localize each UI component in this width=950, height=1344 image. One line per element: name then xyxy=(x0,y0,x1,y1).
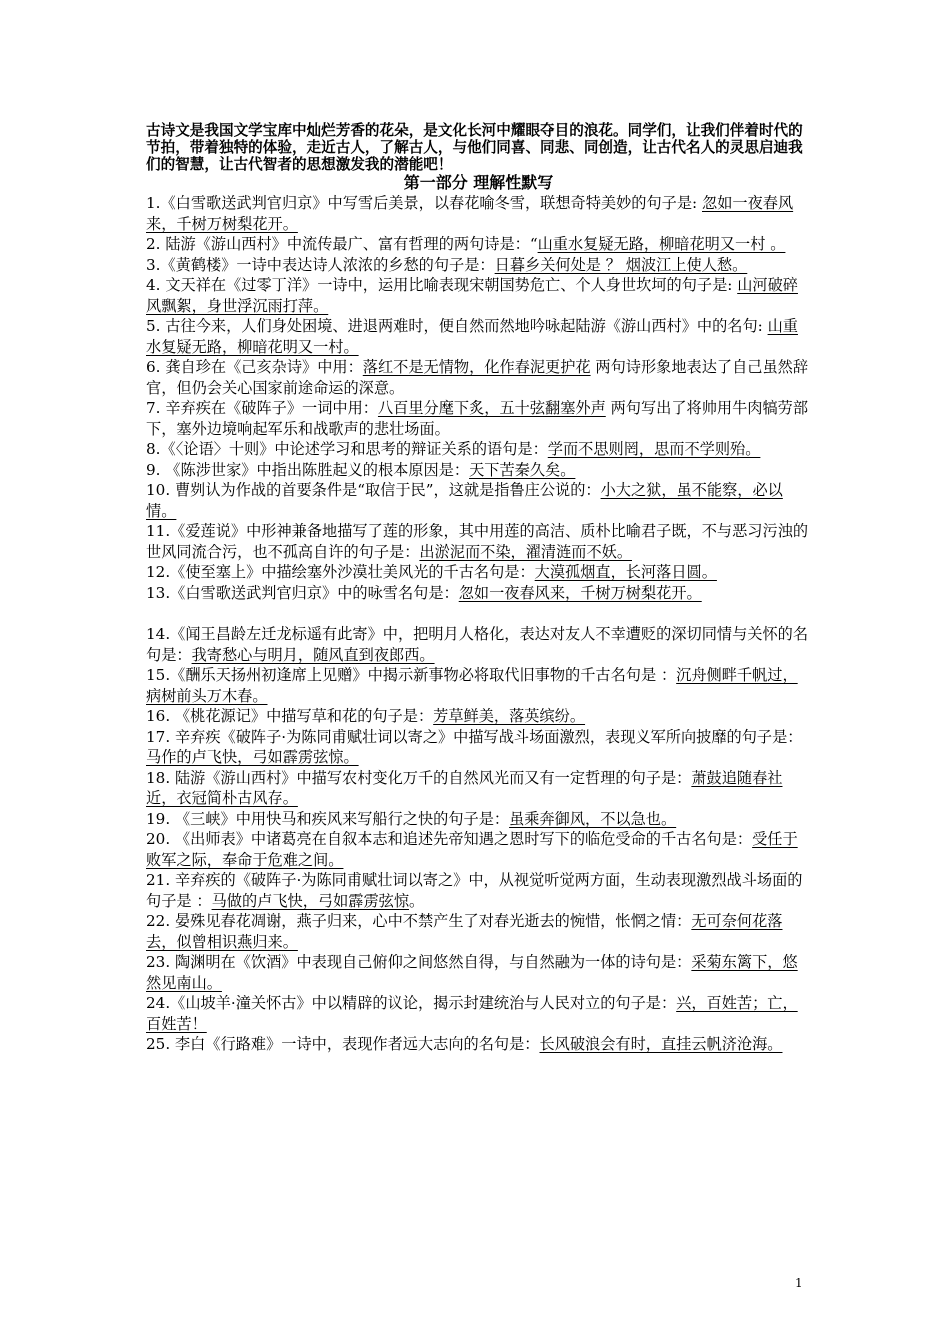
list-item xyxy=(146,706,811,727)
list-item xyxy=(146,809,811,830)
answer-text: 日暮乡关何处是 ？ 烟波江上使人愁。 xyxy=(494,255,748,274)
answer-text: 忽如一夜春风来，千树万树梨花开。 xyxy=(146,194,794,233)
question-text: 24.《山坡羊·潼关怀古》中以精辟的议论，揭示封建统治与人民对立的句子是： xyxy=(146,994,677,1012)
answer-text: 虽乘奔御风，不以急也。 xyxy=(509,809,677,828)
answer-text: 采菊东篱下，悠然见南山。 xyxy=(146,953,798,992)
answer-text: 山河破碎风飘絮，身世浮沉雨打萍。 xyxy=(146,276,798,315)
question-list xyxy=(146,193,811,1055)
list-item xyxy=(146,665,811,706)
answer-text: 小大之狱，虽不能察，必以情。 xyxy=(146,481,783,520)
answer-text: 兴，百姓苦；亡，百姓苦！ xyxy=(146,994,798,1033)
question-tail: 两句写出了将帅用牛肉犒劳部下，塞外边境响起军乐和战歌声的悲壮场面。 xyxy=(146,399,809,438)
answer-text: 落红不是无情物，化作春泥更护花 xyxy=(362,358,591,376)
question-text: 19. 《三峡》中用快马和疾风来写船行之快的句子是： xyxy=(146,809,510,828)
list-item xyxy=(146,439,811,460)
list-item xyxy=(146,193,811,234)
question-tail: 。 xyxy=(409,891,425,910)
question-text: 2. 陆游《游山西村》中流传最广、富有哲理的两句诗是：“ xyxy=(146,235,538,253)
question-tail: 两句诗形象地表达了自己虽然辞官，但仍会关心国家前途命运的深意。 xyxy=(146,358,809,397)
question-text: 9. 《陈涉世家》中指出陈胜起义的根本原因是： xyxy=(146,460,470,479)
question-text: 4. 文天祥在《过零丁洋》一诗中，运用比喻表现宋朝国势危亡、个人身世坎坷的句子是: xyxy=(146,276,738,294)
intro-paragraph: 古诗文是我国文学宝库中灿烂芳香的花朵，是文化长河中耀眼夺目的浪花。同学们，让我们伴着时代的节拍，带着独特的体验，走近古人，了解古人，与他们同喜、同悲、同创造，让古代名人的灵思启迪我们的智慧，让古代智者的思想激发我的潜能吧！ xyxy=(146,122,803,173)
question-text: 10. 曹刿认为作战的首要条件是“取信于民”，这就是指鲁庄公说的： xyxy=(146,481,601,499)
question-text: 16. 《桃花源记》中描写草和花的句子是： xyxy=(146,707,434,725)
question-text: 14.《闻王昌龄左迁龙标遥有此寄》中，把明月人格化，表达对友人不幸遭贬的深切同情与关怀的名句是： xyxy=(146,625,809,664)
answer-text: 山重水复疑无路，柳暗花明又一村 。 xyxy=(537,235,786,253)
question-text: 1.《白雪歌送武判官归京》中写雪后美景，以春花喻冬雪，联想奇特美妙的句子是: xyxy=(146,194,702,212)
list-item xyxy=(146,398,811,439)
answer-text: 出淤泥而不染，濯清涟而不妖。 xyxy=(419,542,632,561)
question-text: 18. 陆游《游山西村》中描写农村变化万千的自然风光而又有一定哲理的句子是： xyxy=(146,768,692,787)
question-text: 13.《白雪歌送武判官归京》中的咏雪名句是： xyxy=(146,583,459,602)
question-text: 21. 辛弃疾的《破阵子·为陈同甫赋壮词以寄之》中，从视觉听觉两方面，生动表现激烈战斗场面的句子是 ： xyxy=(146,871,803,910)
question-text: 17. 辛弃疾《破阵子·为陈同甫赋壮词以寄之》中描写战斗场面激烈，表现义军所向披靡的句子是： xyxy=(146,727,803,746)
section-title: 第一部分 理解性默写 xyxy=(403,173,554,192)
answer-text: 沉舟侧畔千帆过，病树前头万木春。 xyxy=(146,666,798,705)
list-item xyxy=(146,460,811,481)
answer-text: 马作的卢飞快，弓如霹雳弦惊。 xyxy=(146,748,359,766)
answer-text: 天下苦秦久矣。 xyxy=(469,460,576,479)
question-text: 12.《使至塞上》中描绘塞外沙漠壮美风光的千古名句是： xyxy=(146,563,535,581)
list-item xyxy=(146,255,811,276)
list-item xyxy=(146,911,811,952)
question-text: 8.《〈论语〉十则》中论述学习和思考的辩证关系的语句是： xyxy=(146,440,548,458)
question-text: 5. 古往今来，人们身处困境、进退两难时，便自然而然地吟咏起陆游《游山西村》中的名句: xyxy=(146,317,768,335)
list-item xyxy=(146,583,811,604)
answer-text: 山重水复疑无路，柳暗花明又一村。 xyxy=(146,317,798,356)
answer-text: 芳草鲜美，落英缤纷。 xyxy=(433,707,586,725)
list-item xyxy=(146,521,811,562)
question-text: 7. 辛弃疾在《破阵子》一词中用： xyxy=(146,399,378,417)
list-item xyxy=(146,480,811,521)
list-item xyxy=(146,234,811,255)
answer-text: 无可奈何花落去，似曾相识燕归来。 xyxy=(146,912,783,951)
answer-text: 八百里分麾下炙，五十弦翻塞外声 xyxy=(377,399,606,417)
question-text: 3.《黄鹤楼》一诗中表达诗人浓浓的乡愁的句子是： xyxy=(146,255,495,274)
list-item xyxy=(146,952,811,993)
answer-text: 我寄愁心与明月，随风直到夜郎西。 xyxy=(191,645,435,664)
list-item xyxy=(146,768,811,809)
question-text: 23. 陶渊明在《饮酒》中表现自己俯仰之间悠然自得，与自然融为一体的诗句是： xyxy=(146,953,692,971)
question-text: 6. 龚自珍在《己亥杂诗》中用： xyxy=(146,358,363,376)
answer-text: 忽如一夜春风来，千树万树梨花开。 xyxy=(458,583,702,602)
list-item xyxy=(146,727,811,768)
question-text: 22. 晏殊见春花凋谢，燕子归来，心中不禁产生了对春光逝去的惋惜，怅惘之情： xyxy=(146,912,692,930)
list-item xyxy=(146,562,811,583)
question-text: 20. 《出师表》中诸葛亮在自叙本志和追述先帝知遇之恩时写下的临危受命的千古名句是： xyxy=(146,830,753,848)
answer-text: 萧鼓追随春社近，衣冠简朴古风存。 xyxy=(146,768,783,807)
list-item xyxy=(146,357,811,398)
list-item xyxy=(146,316,811,357)
question-text: 11.《爱莲说》中形神兼备地描写了莲的形象，其中用莲的高洁、质朴比喻君子既，不与恶习污浊的世风同流合污，也不孤高自许的句子是： xyxy=(146,522,809,561)
answer-text: 长风破浪会有时，直挂云帆济沧海。 xyxy=(539,1035,783,1053)
answer-text: 受任于败军之际，奉命于危难之间。 xyxy=(146,830,798,869)
page-number: 1 xyxy=(795,1276,803,1290)
list-item xyxy=(146,993,811,1034)
list-item xyxy=(146,624,811,665)
list-item xyxy=(146,275,811,316)
document-page xyxy=(146,122,811,1055)
answer-text: 学而不思则罔，思而不学则殆。 xyxy=(547,440,761,458)
list-item xyxy=(146,1034,811,1055)
answer-text: 马做的卢飞快，弓如霹雳弦惊 xyxy=(211,891,410,910)
question-text: 15.《酬乐天扬州初逢席上见赠》中揭示新事物必将取代旧事物的千古名句是 ： xyxy=(146,666,677,684)
answer-text: 大漠孤烟直，长河落日圆。 xyxy=(534,563,717,581)
list-item xyxy=(146,870,811,911)
list-item xyxy=(146,829,811,870)
question-text: 25. 李白《行路难》一诗中，表现作者远大志向的名句是： xyxy=(146,1035,540,1053)
